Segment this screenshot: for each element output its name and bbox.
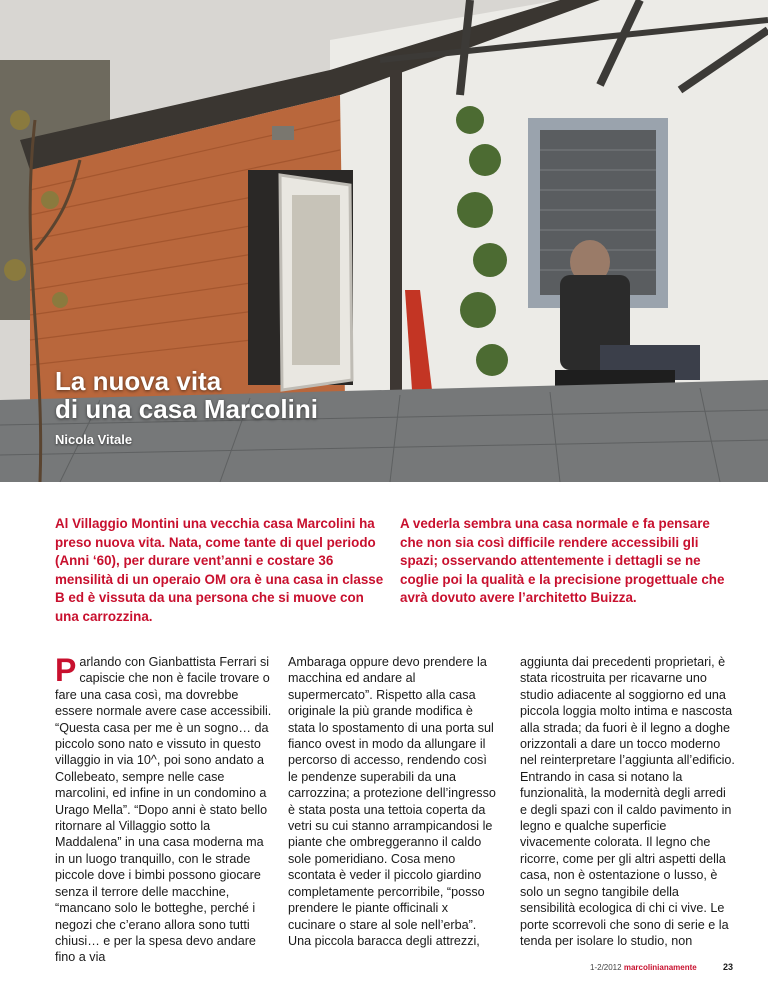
page-footer [590,963,697,972]
article-author: Nicola Vitale [55,432,133,447]
lead-paragraph-left: Al Villaggio Montini una vecchia casa Marcolini ha preso nuova vita. Nata, come tante di quel periodo (Anni ‘60), per durare vent’anni e costare 36 mensilità di un operaio OM ora è una casa in classe B ed è vissuta da una persona che si muove con una carrozzina. [55,516,384,624]
page-number: 23 [723,962,734,972]
issue-label: 1-2/2012 [590,963,622,972]
body-column-1 [55,654,275,966]
article-title [55,367,318,423]
body-column-3-text: aggiunta dai precedenti proprietari, è stata ricostruita per ricavarne uno studio adiacente al soggiorno ed una piccola loggia molto intima e nascosta alla strada; da fuori è il legno a doghe orizzontali a dare un tocco moderno nel reinterpretare l’aggiunta all’edificio. Entrando in casa si notano la funzionalità, la modernità degli arredi e degli spazi con il caldo pavimento in legno e qualche superficie vivacemente colorata. Il legno che ricorre, come per gli altri aspetti della casa, non è ostentazione o lusso, è solo un segno tangibile della sensibilità ecologica di chi ci vive. Le porte scorrevoli che sono di serie e la tenda per isolare lo studio, non [520,655,735,948]
hero-photo [0,0,768,482]
body-column-3 [520,654,735,949]
body-column-2-text: Ambaraga oppure devo prendere la macchina ed andare al supermercato”. Rispetto alla casa originale la più grande modifica è stata lo spostamento di una porta sul fianco ovest in modo da allungare il percorso di accesso, rendendo così le pendenze superabili da una carrozzina; a protezione dell’ingresso è stata posta una tettoia coperta da vetri su cui stanno arrampicandosi le piante che ombreggeranno il caldo sole pomeridiano. Cosa meno scontata è veder il piccolo giardino completamente percorribile, “posso prendere le piante officinali x cucinare o stare al sole nell’erba”. Una piccola baracca degli attrezzi, [288,655,496,948]
lead-paragraph-right: A vederla sembra una casa normale e fa pensare che non sia così difficile rendere accessibili gli spazi; osservando attentemente i dettagli se ne coglie poi la qualità e la precisione progettuale che avrà dovuto avere l’architetto Buizza. [400,516,725,606]
body-column-1-text: arlando con Gianbattista Ferrari si capiscie che non è facile trovare o fare una casa così, ma dovrebbe essere normale avere case accessibili. “Questa casa per me è un sogno… da piccolo sono nato e vissuto in questo villaggio in via 10^, poi sono andato a Collebeato, sempre nelle case marcolini, ed infine in un condomino a Urago Mella”. “Dopo anni è stato bello ritornare al Villaggio sotto la Maddalena” in una casa moderna ma in un luogo tranquillo, con le strade piccole dove i bimbi possono giocare senza il terrore delle macchine, “mancano solo le botteghe, perché i negozi che c’erano allora sono tutti chiusi… e per la spesa devo andare fino a via [55,655,272,965]
magazine-name: marcolinianamente [623,963,697,972]
body-column-2 [288,654,498,949]
drop-cap: P [55,652,77,688]
article-title-line-1: La nuova vita [55,366,222,396]
article-title-line-2: di una casa Marcolini [55,394,318,424]
